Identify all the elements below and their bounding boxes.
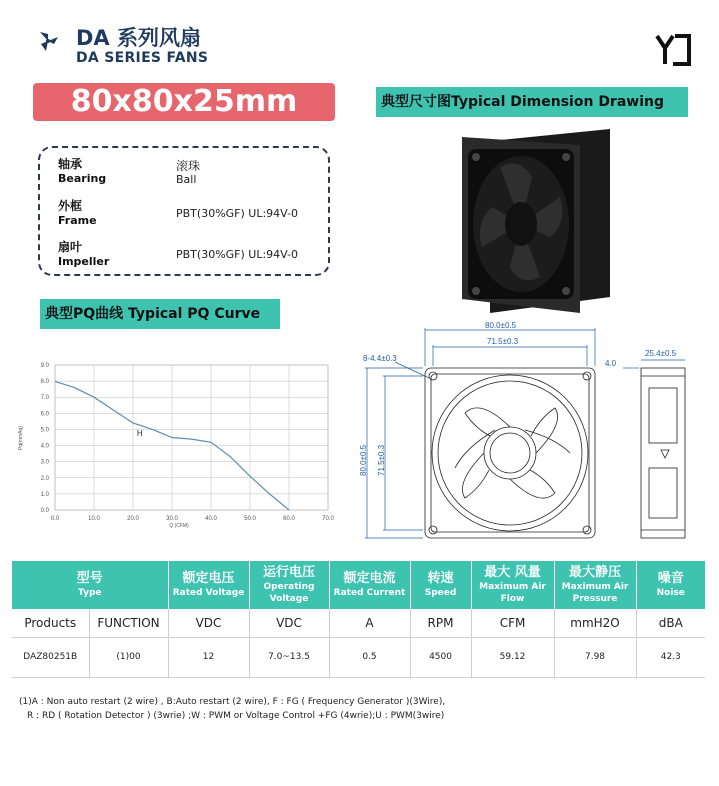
plot-area-border (55, 365, 328, 510)
footnote-line-2: R : RD ( Rotation Detector ) (3wrie) ;W : PWM or Voltage Control +FG (4wrie);U : PWM(3wire) (27, 711, 445, 721)
spec-label-cn: 扇叶 (58, 240, 83, 254)
x-tick-label: 0.0 (50, 516, 60, 522)
spec-label-en: Bearing (58, 172, 107, 185)
specification-table (12, 561, 705, 678)
y-tick-label: 5.0 (40, 427, 49, 434)
rated-voltage-cell: 12 (168, 637, 249, 677)
dimension-section-title: 典型尺寸图Typical Dimension Drawing (376, 87, 688, 117)
header-type: 型号 Type (12, 561, 168, 609)
table-row (12, 637, 705, 677)
fan-size-banner: 80x80x25mm (33, 83, 335, 121)
header-air-flow: 最大 风量 Maximum Air Flow (471, 561, 554, 609)
header-air-pressure: 最大静压 Maximum Air Pressure (554, 561, 636, 609)
fan-product-photo (460, 127, 612, 317)
unit-cell: RPM (410, 609, 471, 637)
x-tick-label: 30.0 (166, 516, 178, 522)
x-tick-label: 10.0 (88, 516, 100, 522)
chart-ticks (41, 363, 335, 522)
dim-depth: 25.4±0.5 (645, 349, 677, 358)
x-tick-label: 70.0 (322, 516, 334, 522)
operating-voltage-cell: 7.0~13.5 (249, 637, 329, 677)
chart-grid (55, 365, 328, 510)
speed-cell: 4500 (410, 637, 471, 677)
y-tick-label: 0.0 (40, 508, 49, 514)
dim-flange: 4.0 (605, 359, 617, 368)
dim-hole-spacing-v: 71.5±0.3 (377, 444, 386, 476)
y-tick-label: 8.0 (40, 379, 49, 386)
unit-cell: dBA (636, 609, 705, 637)
spec-value: PBT(30%GF) UL:94V-0 (176, 207, 299, 220)
y-tick-label: 3.0 (40, 459, 49, 466)
unit-cell: FUNCTION (89, 609, 168, 637)
unit-cell: VDC (249, 609, 329, 637)
dimension-drawing (355, 318, 715, 546)
y-tick-label: 1.0 (40, 491, 49, 498)
y-tick-label: 9.0 (40, 363, 49, 369)
y-axis-label: Pq(mmAq) (18, 426, 24, 450)
spec-label-en: Frame (58, 214, 97, 227)
air-flow-cell: 59.12 (471, 637, 554, 677)
y-tick-label: 7.0 (40, 395, 49, 402)
spec-row-frame (58, 199, 328, 227)
fan-logo-icon (36, 29, 60, 53)
rated-current-cell: 0.5 (329, 637, 410, 677)
table-header-row (12, 561, 705, 609)
x-tick-label: 50.0 (244, 516, 256, 522)
air-pressure-cell: 7.98 (554, 637, 636, 677)
noise-cell: 42.3 (636, 637, 705, 677)
spec-label-cn: 外框 (58, 199, 83, 213)
unit-cell: Products (12, 609, 89, 637)
header-operating-voltage: 运行电压 Operating Voltage (249, 561, 329, 609)
spec-value: Ball (176, 173, 197, 186)
unit-cell: CFM (471, 609, 554, 637)
unit-cell: A (329, 609, 410, 637)
spec-value: PBT(30%GF) UL:94V-0 (176, 248, 299, 261)
x-axis-label: Q (CFM) (169, 523, 189, 529)
spec-label-en: Impeller (58, 255, 110, 268)
spec-value-cn: 滚珠 (176, 159, 201, 173)
y-tick-label: 2.0 (40, 475, 49, 482)
y-tick-label: 6.0 (40, 411, 49, 418)
brand-title: DA 系列风扇 (76, 26, 201, 50)
unit-cell: mmH2O (554, 609, 636, 637)
spec-row-bearing (58, 157, 328, 185)
spec-row-impeller (58, 240, 328, 268)
x-tick-label: 20.0 (127, 516, 139, 522)
series-label: H (136, 428, 143, 438)
dim-hole-size: 8-4.4±0.3 (363, 354, 397, 363)
pq-curve-chart (8, 350, 345, 535)
x-tick-label: 60.0 (283, 516, 295, 522)
dim-outer-width: 80.0±0.5 (485, 321, 517, 330)
footnote-line-1: (1)A : Non auto restart (2 wire) , B:Auto restart (2 wire), F : FG ( Frequency Generator )(3Wire), (19, 697, 446, 707)
y-tick-label: 4.0 (40, 443, 49, 450)
header-noise: 噪音 Noise (636, 561, 705, 609)
dim-outer-height: 80.0±0.5 (359, 444, 368, 476)
brand-subtitle: DA SERIES FANS (76, 50, 209, 66)
dim-hole-spacing: 71.5±0.3 (487, 337, 519, 346)
header-rated-voltage: 额定电压 Rated Voltage (168, 561, 249, 609)
table-units-row (12, 609, 705, 637)
model-cell: DAZ80251B (12, 637, 89, 677)
x-tick-label: 40.0 (205, 516, 217, 522)
spec-label-cn: 轴承 (58, 157, 83, 171)
header-rated-current: 额定电流 Rated Current (329, 561, 410, 609)
header-speed: 转速 Speed (410, 561, 471, 609)
function-cell: (1)00 (89, 637, 168, 677)
pq-section-title: 典型PQ曲线 Typical PQ Curve (40, 299, 280, 329)
spec-box (38, 146, 330, 276)
company-logo (655, 34, 693, 68)
unit-cell: VDC (168, 609, 249, 637)
